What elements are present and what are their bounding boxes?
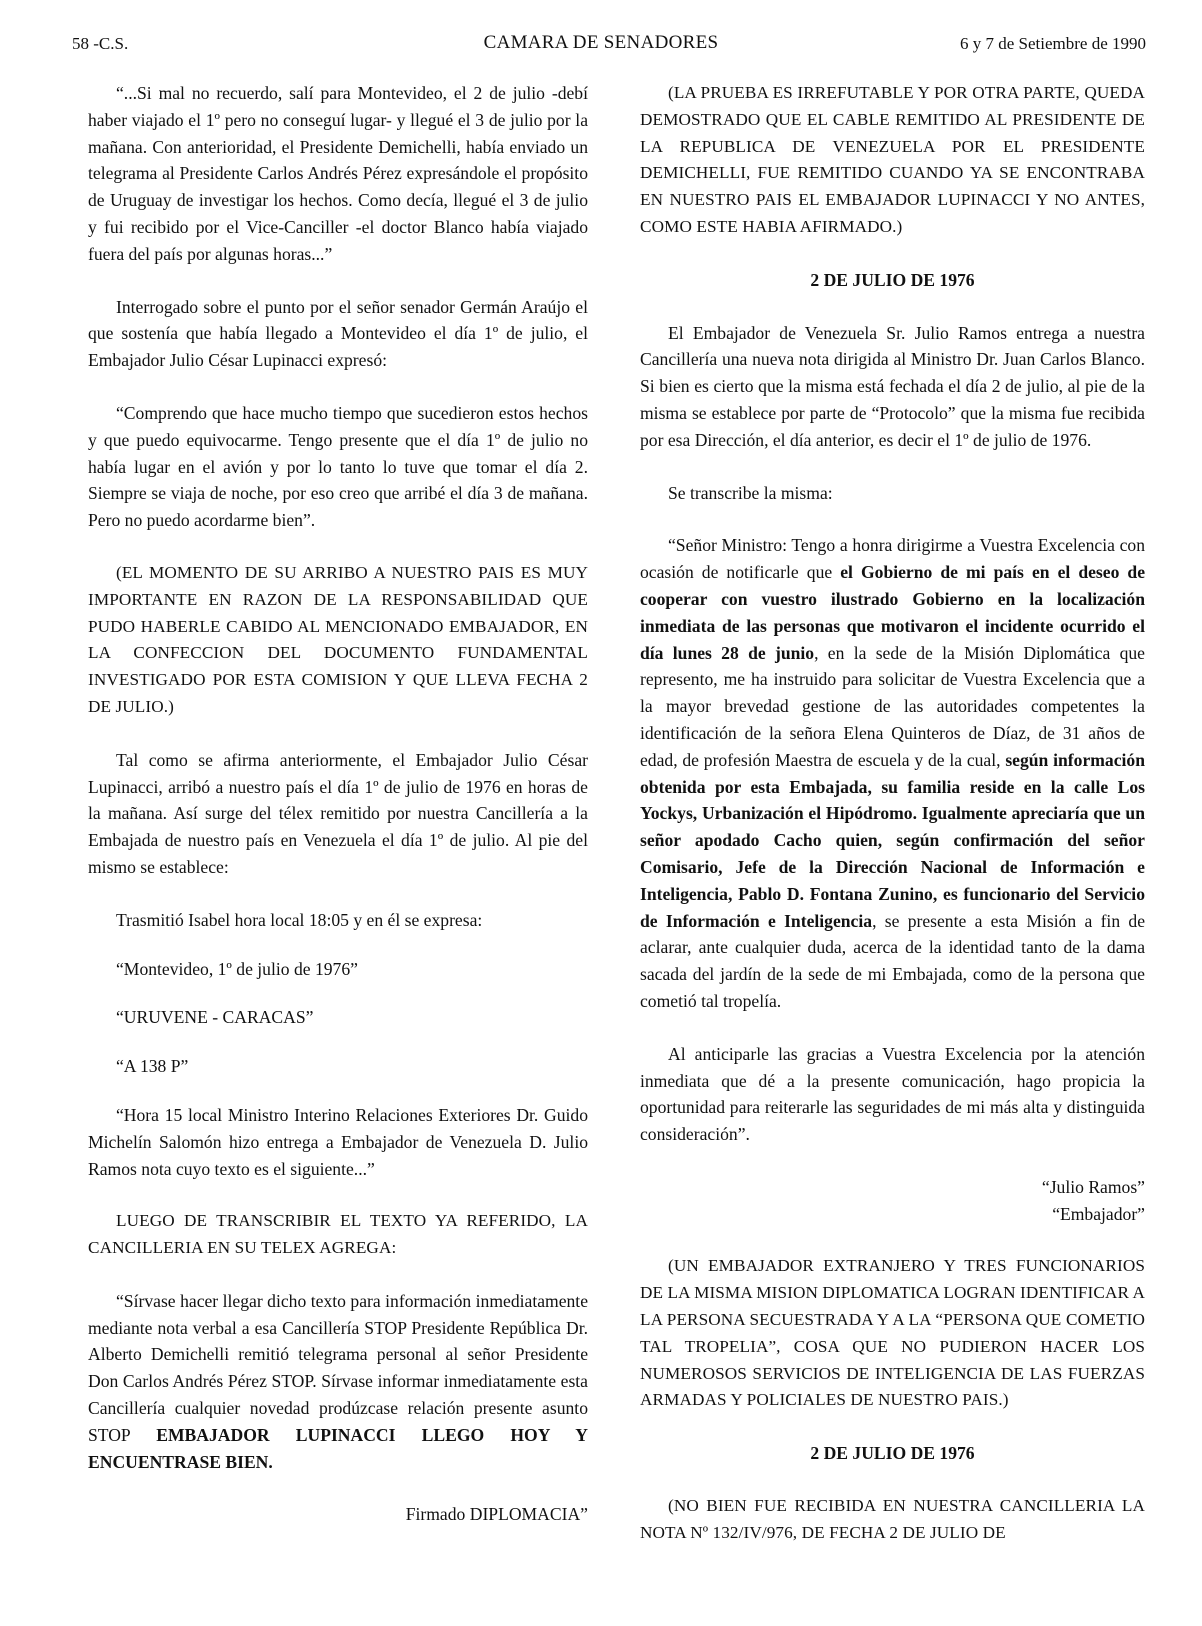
commission-note: (UN EMBAJADOR EXTRANJERO Y TRES FUNCIONARIOS DE LA MISMA MISION DIPLOMATICA LOGRAN IDENTIFICAR A LA PERSONA SECUESTRADA Y A LA “PERSONA QUE COMETIO TAL TROPELIA”, COSA QUE NO PUDIERON HACER LOS NUMEROSOS SERVICIOS DE INTELIGENCIA DE LAS FUERZAS ARMADAS Y POLICIALES DE NUESTRO PAIS.) xyxy=(640,1256,1145,1410)
right-column xyxy=(640,80,1145,1573)
commission-note: LUEGO DE TRANSCRIBIR EL TEXTO YA REFERIDO, LA CANCILLERIA EN SU TELEX AGREGA: xyxy=(88,1211,588,1258)
telex-line: Trasmitió Isabel hora local 18:05 y en él se expresa: xyxy=(116,909,483,930)
body-paragraph: Se transcribe la misma: xyxy=(668,482,833,503)
body-paragraph: Interrogado sobre el punto por el señor senador Germán Araújo el que sostenía que había llegado a Montevideo el día 1º de julio, el Embajador Julio César Lupinacci expresó: xyxy=(88,296,588,371)
quote-paragraph: “...Si mal no recuerdo, salí para Montevideo, el 2 de julio -debí haber viajado el 1º pero no conseguí lugar- y llegué el 3 de julio por la mañana. Con anterioridad, el Presidente Demichelli, había enviado un telegrama al Presidente Carlos Andrés Pérez expresándole el propósito de Uruguay de investigar los hechos. Como decía, llegué el 3 de julio y fui recibido por el Vice-Canciller -el doctor Blanco había viajado fuera del país por algunas horas...” xyxy=(88,83,588,264)
page-number: 58 -C.S. xyxy=(72,34,129,53)
telex-line: “A 138 P” xyxy=(116,1056,189,1077)
quote-paragraph: “Comprendo que hace mucho tiempo que sucedieron estos hechos y que puedo equivocarme. Tengo presente que el día 1º de julio no había lugar en el avión y por lo tanto lo tuve que tomar el día 2. Siempre se viaja de noche, por eso creo que arribé el día 3 de mañana. Pero no puedo acordarme bien”. xyxy=(88,402,588,531)
commission-note: (NO BIEN FUE RECIBIDA EN NUESTRA CANCILLERIA LA NOTA Nº 132/IV/976, DE FECHA 2 DE JULIO DE xyxy=(640,1496,1145,1542)
telex-text: “Hora 15 local Ministro Interino Relaciones Exteriores Dr. Guido Michelín Salomón hizo entrega a Embajador de Venezuela D. Julio Ramos nota cuyo texto es el siguiente...” xyxy=(88,1104,588,1179)
note-text-normal: , en la sede de la Misión Diplomática que represento, me ha instruido para solicitar de Vuestra Excelencia que a la mayor brevedad gestione de las autoridades competentes la identificación de la señora Elena Quinteros de Díaz, de 31 años de edad, de profesión Maestra de escuela y de la cual, xyxy=(640,642,1145,770)
running-title: CAMARA DE SENADORES xyxy=(483,32,719,53)
left-column xyxy=(88,80,588,1554)
note-text-normal: , se presente a esta Misión a fin de aclarar, ante cualquier duda, acerca de la identidad tanto de la dama sacada del jardín de la sede de mi Embajada, como de la persona que cometió tal tropelía. xyxy=(640,910,1146,1011)
section-heading: 2 DE JULIO DE 1976 xyxy=(810,269,975,290)
body-paragraph: El Embajador de Venezuela Sr. Julio Ramos entrega a nuestra Cancillería una nueva nota dirigida al Ministro Dr. Juan Carlos Blanco. Si bien es cierto que la misma está fechada el día 2 de julio, al pie de la misma se establece por parte de “Protocolo” que la misma fue recibida por esa Dirección, el día anterior, es decir el 1º de julio de 1976. xyxy=(640,322,1145,450)
telex-text-bold: EMBAJADOR LUPINACCI LLEGO HOY Y ENCUENTRASE BIEN. xyxy=(88,1424,588,1472)
note-text-bold: el Gobierno de mi país en el deseo de cooperar con vuestro ilustrado Gobierno en la localización inmediata de las personas que motivaron el incidente ocurrido el día lunes 28 de junio xyxy=(640,562,1145,663)
telex-line: “URUVENE - CARACAS” xyxy=(116,1007,314,1028)
note-text-normal: “Señor Ministro: Tengo a honra dirigirme a Vuestra Excelencia con ocasión de notificarle que xyxy=(640,535,1145,583)
signature-name: “Julio Ramos” xyxy=(1041,1176,1145,1197)
body-paragraph: Tal como se afirma anteriormente, el Embajador Julio César Lupinacci, arribó a nuestro país el día 1º de julio de 1976 en horas de la mañana. Así surge del télex remitido por nuestra Cancillería a la Embajada de nuestro país en Venezuela el día 1º de julio. Al pie del mismo se establece: xyxy=(88,749,588,877)
telex-signature: Firmado DIPLOMACIA” xyxy=(405,1504,588,1525)
commission-note: (LA PRUEBA ES IRREFUTABLE Y POR OTRA PARTE, QUEDA DEMOSTRADO QUE EL CABLE REMITIDO AL PRESIDENTE DE LA REPUBLICA DE VENEZUELA POR EL PRESIDENTE DEMICHELLI, FUE REMITIDO CUANDO YA SE ENCONTRABA EN NUESTRO PAIS EL EMBAJADOR LUPINACCI Y NO ANTES, COMO ESTE HABIA AFIRMADO.) xyxy=(640,83,1145,236)
note-text-bold: según información obtenida por esta Embajada, su familia reside en la calle Los Yockys, Urbanización el Hipódromo. Igualmente apreciaría que un señor apodado Cacho quien, según confirmación del señor Comisario, Jefe de la Dirección Nacional de Información e Inteligencia, Pablo D. Fontana Zunino, es funcionario del Servicio de Información e Inteligencia xyxy=(640,749,1145,931)
telex-text xyxy=(88,1288,588,1476)
commission-note: (EL MOMENTO DE SU ARRIBO A NUESTRO PAIS ES MUY IMPORTANTE EN RAZON DE LA RESPONSABILIDAD QUE PUDO HABERLE CABIDO AL MENCIONADO EMBAJADOR, EN LA CONFECCION DEL DOCUMENTO FUNDAMENTAL INVESTIGADO POR ESTA COMISION Y QUE LLEVA FECHA 2 DE JULIO.) xyxy=(88,562,588,716)
section-heading: 2 DE JULIO DE 1976 xyxy=(810,1443,975,1464)
note-text xyxy=(640,532,1145,1014)
telex-text-normal: “Sírvase hacer llegar dicho texto para información inmediatamente mediante nota verbal a esa Cancillería STOP Presidente República Dr. Alberto Demichelli remitió telegrama personal al señor Presidente Don Carlos Andrés Pérez STOP. Sírvase informar inmediatamente esta Cancillería cualquier novedad prodúzcase relación presente asunto STOP xyxy=(88,1290,588,1445)
note-closing: Al anticiparle las gracias a Vuestra Excelencia por la atención inmediata que dé a la presente comunicación, hago propicia la oportunidad para reiterarle las seguridades de mi más alta y distinguida consideración”. xyxy=(640,1043,1145,1145)
telex-line: “Montevideo, 1º de julio de 1976” xyxy=(116,958,358,979)
page-header xyxy=(0,30,1202,58)
signature-title: “Embajador” xyxy=(1052,1203,1145,1224)
header-date: 6 y 7 de Setiembre de 1990 xyxy=(959,34,1146,53)
